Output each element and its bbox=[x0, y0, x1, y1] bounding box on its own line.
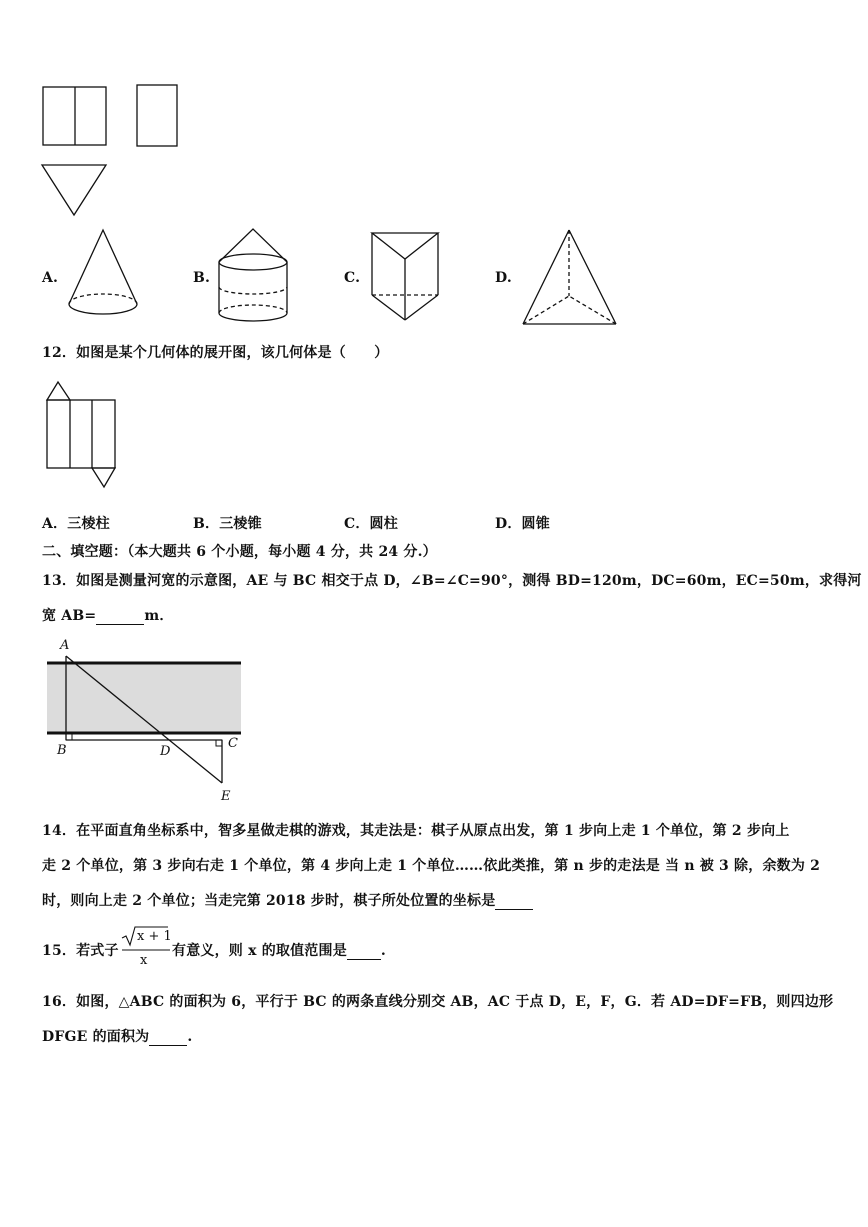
q12-option-c: C．圆柱 bbox=[344, 516, 398, 532]
q11-option-d-label: D. bbox=[495, 270, 512, 286]
q12-stem: 12．如图是某个几何体的展开图，该几何体是（ ） bbox=[42, 345, 389, 361]
q12-option-b: B．三棱锥 bbox=[193, 516, 262, 532]
q13-label-e: E bbox=[221, 789, 231, 804]
q15-suffix-line bbox=[172, 940, 386, 960]
q13-line1: 13．如图是测量河宽的示意图，AE 与 BC 相交于点 D，∠B=∠C=90°，测得 BD=120m，DC=60m，EC=50m，求得河 bbox=[42, 573, 862, 589]
q15-fraction bbox=[120, 924, 172, 972]
q12-option-a: A．三棱柱 bbox=[42, 516, 110, 532]
q13-suffix: m． bbox=[144, 608, 174, 624]
q15-end: . bbox=[380, 943, 386, 959]
q13-label-d: D bbox=[160, 744, 171, 759]
q12-option-d: D．圆锥 bbox=[495, 516, 550, 532]
q11-option-a-label: A. bbox=[42, 270, 59, 286]
q16-prefix: DFGE 的面积为 bbox=[42, 1029, 150, 1045]
q13-prefix: 宽 AB= bbox=[42, 608, 97, 624]
q13-label-b: B bbox=[57, 743, 67, 758]
q14-line2: 走 2 个单位，第 3 步向右走 1 个单位，第 4 步向上走 1 个单位……依此类推，第 n 步的走法是 当 n 被 3 除，余数为 2 bbox=[42, 858, 821, 874]
q13-label-a: A bbox=[60, 638, 70, 653]
q15-answer-blank[interactable] bbox=[347, 945, 381, 960]
q14-answer-blank[interactable] bbox=[495, 895, 533, 910]
section-title: 二、填空题：（本大题共 6 个小题，每小题 4 分，共 24 分.） bbox=[42, 544, 437, 560]
q11-option-c-label: C. bbox=[344, 270, 361, 286]
q15-numerator: x + 1 bbox=[137, 929, 172, 944]
q16-suffix: . bbox=[187, 1029, 193, 1045]
q13-label-c: C bbox=[228, 736, 238, 751]
q14-line1: 14．在平面直角坐标系中，智多星做走棋的游戏，其走法是：棋子从原点出发，第 1 步向上走 1 个单位，第 2 步向上 bbox=[42, 823, 790, 839]
q15-suffix: 有意义，则 x 的取值范围是 bbox=[172, 943, 347, 959]
q15-denominator: x bbox=[140, 953, 148, 968]
q15-prefix: 15．若式子 bbox=[42, 943, 119, 959]
q16-line1: 16．如图，△ABC 的面积为 6，平行于 BC 的两条直线分别交 AB，AC 于点 D，E，F，G．若 AD=DF=FB，则四边形 bbox=[42, 994, 834, 1010]
q16-line2 bbox=[42, 1026, 192, 1046]
q11-option-b-label: B. bbox=[193, 270, 211, 286]
q14-line3-text: 时，则向上走 2 个单位；当走完第 2018 步时，棋子所处位置的坐标是 bbox=[42, 893, 496, 909]
q14-line3 bbox=[42, 890, 533, 910]
q16-answer-blank[interactable] bbox=[149, 1031, 187, 1046]
